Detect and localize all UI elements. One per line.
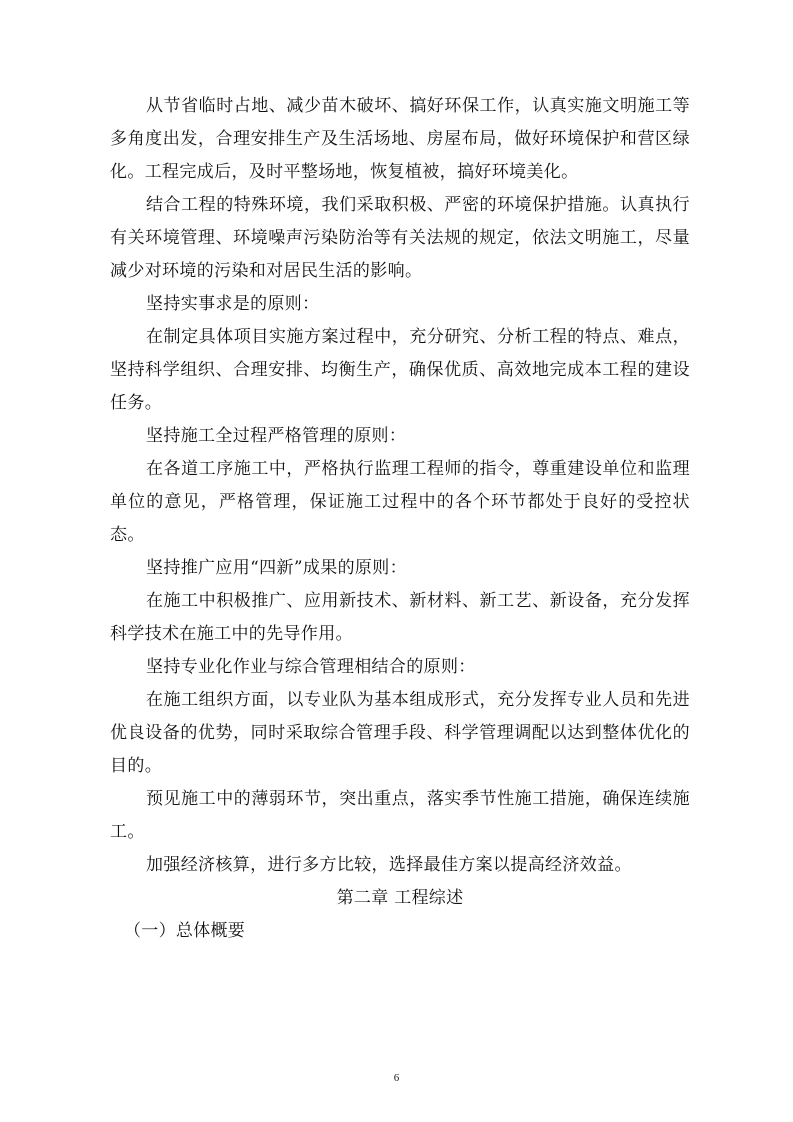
principle-heading-four-new: 坚持推广应用“四新”成果的原则：: [146, 558, 407, 578]
principle-heading-strict-management: 坚持施工全过程严格管理的原则：: [146, 426, 407, 446]
paragraph-weak-links: 预见施工中的薄弱环节，突出重点，落实季节性施工措施，确保连续施工。: [110, 789, 690, 842]
paragraph-process-control: 在各道工序施工中，严格执行监理工程师的指令，尊重建设单位和监理单位的意见，严格管理，保证施工过程中的各个环节都处于良好的受控状态。: [110, 459, 690, 545]
page-number: 6: [393, 1072, 400, 1084]
section-title: （一）总体概要: [124, 921, 246, 941]
paragraph-environment-measures: 结合工程的特殊环境，我们采取积极、严密的环境保护措施。认真执行有关环境管理、环境噪声污染防治等有关法规的规定，依法文明施工，尽量减少对环境的污染和对居民生活的影响。: [110, 195, 690, 281]
principle-heading-seek-truth: 坚持实事求是的原则：: [146, 294, 320, 314]
chapter-title: 第二章 工程综述: [336, 888, 464, 908]
paragraph-economic-accounting: 加强经济核算，进行多方比较，选择最佳方案以提高经济效益。: [146, 855, 632, 875]
principle-heading-specialization: 坚持专业化作业与综合管理相结合的原则：: [146, 657, 476, 677]
paragraph-implementation-plan: 在制定具体项目实施方案过程中，充分研究、分析工程的特点、难点，坚持科学组织、合理安排、均衡生产，确保优质、高效地完成本工程的建设任务。: [110, 327, 690, 413]
paragraph-environmental-protection: 从节省临时占地、减少苗木破坏、搞好环保工作，认真实施文明施工等多角度出发，合理安排生产及生活场地、房屋布局，做好环境保护和营区绿化。工程完成后，及时平整场地，恢复植被，搞好环境美化。: [110, 96, 690, 182]
paragraph-new-technology: 在施工中积极推广、应用新技术、新材料、新工艺、新设备，充分发挥科学技术在施工中的先导作用。: [110, 591, 690, 644]
body-text: [110, 90, 690, 948]
paragraph-construction-organization: 在施工组织方面，以专业队为基本组成形式，充分发挥专业人员和先进优良设备的优势，同时采取综合管理手段、科学管理调配以达到整体优化的目的。: [110, 690, 690, 776]
